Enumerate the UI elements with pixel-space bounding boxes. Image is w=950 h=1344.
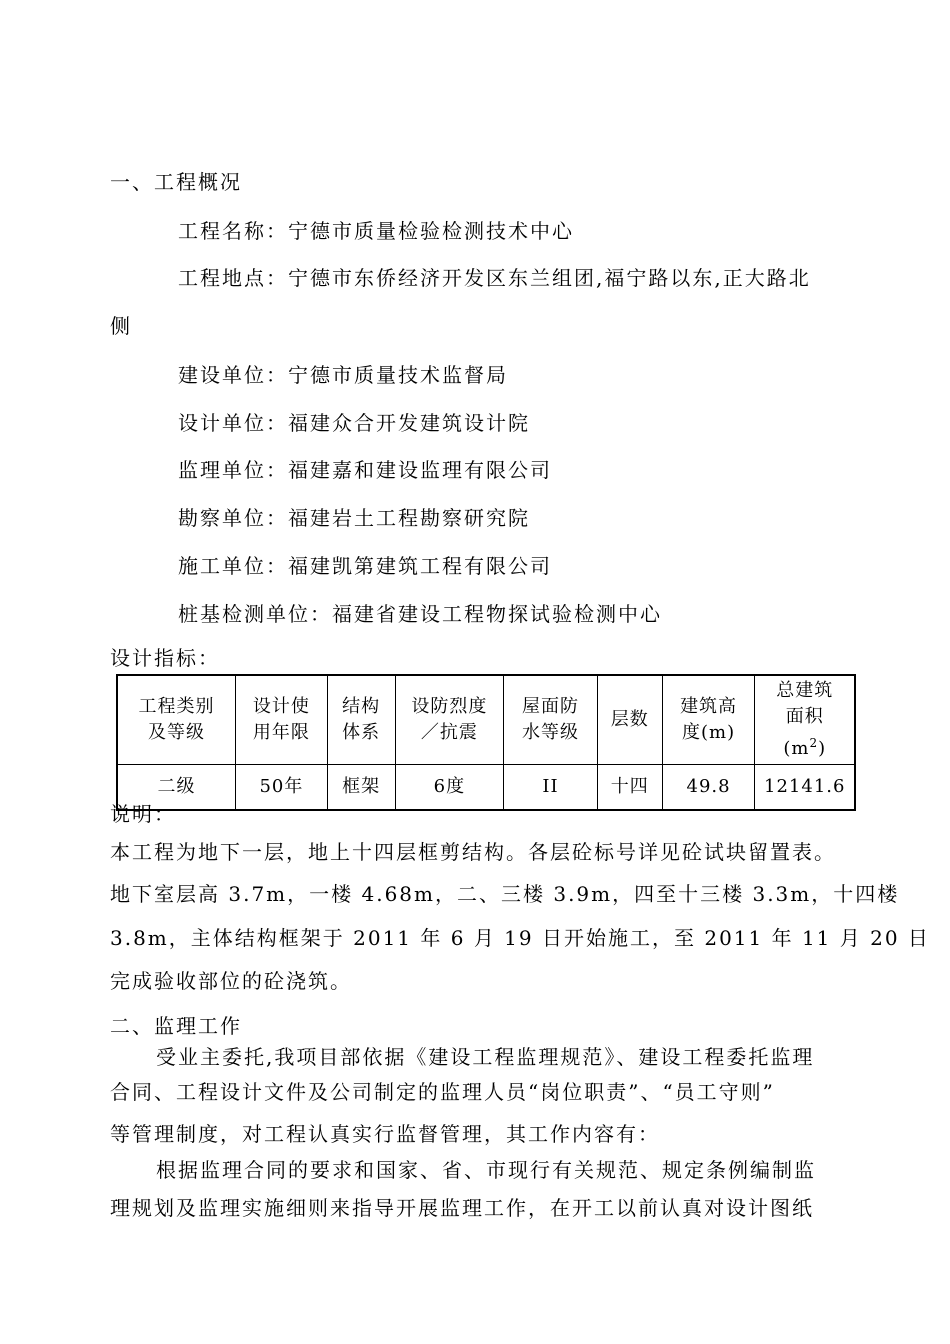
project-location-cont: 侧: [110, 314, 132, 338]
section2-heading: 二、监理工作: [110, 1014, 242, 1038]
value-seismic: 6度: [395, 765, 504, 811]
header-category: 工程类别 及等级: [117, 675, 236, 765]
value-height: 49.8: [662, 765, 755, 811]
value-design-life: 50年: [236, 765, 328, 811]
value-roof-waterproof: II: [504, 765, 598, 811]
table-header-row: [117, 675, 855, 765]
header-height: 建筑高 度(m): [662, 675, 755, 765]
value-floors: 十四: [597, 765, 662, 811]
note-line: 地下室层高 3.7m，一楼 4.68m，二、三楼 3.9m，四至十三楼 3.3m，十四楼: [110, 882, 900, 906]
value-total-area: 12141.6: [755, 765, 855, 811]
project-location: 工程地点：宁德市东侨经济开发区东兰组团,福宁路以东,正大路北: [178, 266, 811, 290]
design-unit: 设计单位：福建众合开发建筑设计院: [178, 411, 530, 435]
paragraph-line: 合同、工程设计文件及公司制定的监理人员“岗位职责”、“员工守则”: [110, 1080, 775, 1104]
spec-title: 设计指标：: [110, 646, 220, 670]
header-structure: 结构 体系: [327, 675, 395, 765]
builder-unit: 建设单位：宁德市质量技术监督局: [178, 363, 508, 387]
project-name: 工程名称：宁德市质量检验检测技术中心: [178, 219, 574, 243]
paragraph-line: 受业主委托,我项目部依据《建设工程监理规范》、建设工程委托监理: [156, 1045, 815, 1069]
header-design-life: 设计使 用年限: [236, 675, 328, 765]
supervision-unit: 监理单位：福建嘉和建设监理有限公司: [178, 458, 552, 482]
note-line: 完成验收部位的砼浇筑。: [110, 969, 352, 993]
header-total-area: 总建筑 面积 $(m^2)$: [755, 675, 855, 765]
header-roof-waterproof: 屋面防 水等级: [504, 675, 598, 765]
header-floors: 层数: [597, 675, 662, 765]
value-structure: 框架: [327, 765, 395, 811]
header-seismic: 设防烈度 ／抗震: [395, 675, 504, 765]
note-line: 3.8m，主体结构框架于 2011 年 6 月 19 日开始施工，至 2011 年 11 月 20 日: [110, 926, 930, 950]
paragraph-line: 根据监理合同的要求和国家、省、市现行有关规范、规定条例编制监: [156, 1158, 816, 1182]
note-line: 本工程为地下一层，地上十四层框剪结构。各层砼标号详见砼试块留置表。: [110, 840, 836, 864]
survey-unit: 勘察单位：福建岩土工程勘察研究院: [178, 506, 530, 530]
table-row: [117, 765, 855, 811]
construction-unit: 施工单位：福建凯第建筑工程有限公司: [178, 554, 552, 578]
paragraph-line: 理规划及监理实施细则来指导开展监理工作，在开工以前认真对设计图纸: [110, 1196, 814, 1220]
value-category: 二级: [117, 765, 236, 811]
pile-test-unit: 桩基检测单位：福建省建设工程物探试验检测中心: [178, 602, 662, 626]
design-spec-table: [116, 674, 856, 811]
paragraph-line: 等管理制度，对工程认真实行监督管理，其工作内容有：: [110, 1122, 660, 1146]
note-title: 说明：: [110, 802, 176, 826]
section1-heading: 一、工程概况: [110, 170, 242, 194]
